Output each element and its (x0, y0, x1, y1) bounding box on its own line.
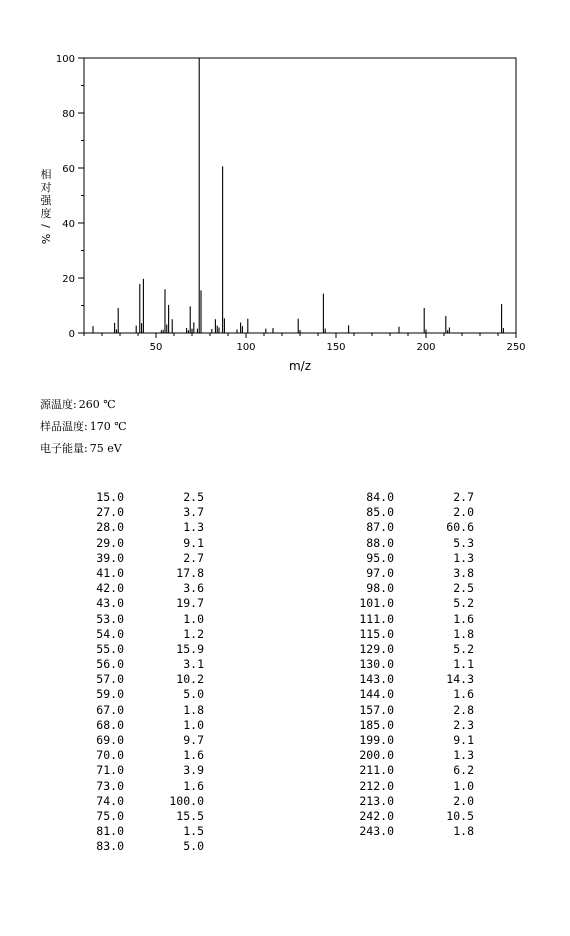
peak-mz: 81.0 (96, 824, 124, 839)
source-temperature-label: 源温度: (40, 398, 77, 411)
peak-row (68, 703, 204, 718)
peak-row (68, 779, 204, 794)
peak-intensity: 1.0 (183, 611, 204, 626)
peak-intensity: 5.2 (453, 641, 474, 656)
peak-row (68, 505, 204, 520)
peak-row (68, 794, 204, 809)
peak-mz: 200.0 (359, 748, 394, 763)
peak-mz: 74.0 (96, 793, 124, 808)
peak-intensity: 3.7 (183, 505, 204, 520)
peak-intensity: 2.3 (453, 717, 474, 732)
peak-row (338, 703, 474, 718)
peak-mz: 101.0 (359, 596, 394, 611)
peak-row (68, 490, 204, 505)
peak-intensity: 1.8 (453, 824, 474, 839)
y-axis-label (39, 167, 53, 244)
peak-mz: 41.0 (96, 565, 124, 580)
peak-row (68, 824, 204, 839)
peak-intensity: 3.1 (183, 657, 204, 672)
peak-row (338, 824, 474, 839)
peak-row (68, 809, 204, 824)
peak-mz: 157.0 (359, 702, 394, 717)
peak-intensity: 10.5 (446, 808, 474, 823)
peak-row (68, 657, 204, 672)
peak-intensity: 2.0 (453, 793, 474, 808)
x-tick-label: 100 (236, 342, 256, 353)
peak-intensity: 1.6 (183, 748, 204, 763)
source-temperature-value: 260 ℃ (78, 398, 116, 411)
peak-mz: 199.0 (359, 733, 394, 747)
y-axis-label-char: / (39, 224, 52, 228)
y-axis-label-char: 度 (40, 207, 52, 220)
peak-row (68, 672, 204, 687)
peak-mz: 42.0 (96, 581, 124, 596)
peak-row (338, 566, 474, 581)
peak-row (68, 718, 204, 733)
peak-row (338, 551, 474, 566)
peak-mz: 185.0 (359, 717, 394, 732)
mass-spectrum-chart (0, 0, 570, 380)
peak-intensity: 3.9 (183, 763, 204, 778)
peak-mz: 95.0 (366, 550, 394, 565)
peak-intensity: 2.5 (453, 581, 474, 596)
peak-intensity: 6.2 (453, 763, 474, 778)
peak-row (68, 748, 204, 763)
peak-intensity: 15.9 (176, 641, 204, 656)
y-tick-label: 0 (68, 329, 75, 340)
peak-intensity: 60.6 (446, 520, 474, 535)
peak-intensity: 2.7 (183, 550, 204, 565)
peak-intensity: 14.3 (446, 672, 474, 687)
peak-intensity: 1.8 (183, 702, 204, 717)
peak-mz: 39.0 (96, 550, 124, 565)
peak-intensity: 1.8 (453, 626, 474, 641)
peak-row (338, 612, 474, 627)
peak-intensity: 15.5 (176, 808, 204, 823)
peak-mz: 70.0 (96, 748, 124, 763)
peak-mz: 59.0 (96, 687, 124, 702)
peak-mz: 144.0 (359, 687, 394, 702)
electron-energy-value: 75 eV (89, 442, 122, 455)
peak-mz: 53.0 (96, 611, 124, 626)
peak-row (338, 779, 474, 794)
peak-mz: 83.0 (96, 839, 124, 854)
peak-intensity: 1.3 (453, 748, 474, 763)
peak-mz: 54.0 (96, 626, 124, 641)
peak-intensity: 9.1 (183, 535, 204, 550)
x-tick-label: 50 (149, 342, 163, 353)
peak-mz: 129.0 (359, 641, 394, 656)
peak-mz: 243.0 (359, 824, 394, 839)
peak-intensity: 2.5 (183, 490, 204, 504)
y-axis-label-char: % (39, 233, 52, 245)
peak-mz: 69.0 (96, 733, 124, 747)
peak-mz: 84.0 (366, 490, 394, 504)
peak-intensity: 1.6 (453, 687, 474, 702)
peak-intensity: 2.7 (453, 490, 474, 504)
peak-mz: 67.0 (96, 702, 124, 717)
peak-row (68, 596, 204, 611)
y-tick-label: 80 (62, 109, 75, 120)
peak-row (338, 581, 474, 596)
peak-row (68, 536, 204, 551)
peak-row (338, 596, 474, 611)
peak-row (68, 612, 204, 627)
peak-mz: 97.0 (366, 565, 394, 580)
peak-mz: 15.0 (96, 490, 124, 504)
peak-intensity: 5.0 (183, 839, 204, 854)
peak-row (68, 687, 204, 702)
peak-table-left (68, 490, 204, 855)
peak-intensity: 3.8 (453, 565, 474, 580)
peak-row (338, 733, 474, 748)
peak-row (338, 748, 474, 763)
peak-mz: 88.0 (366, 535, 394, 550)
sample-temperature-value: 170 ℃ (89, 420, 127, 433)
y-tick-label: 40 (62, 219, 75, 230)
peak-intensity: 2.8 (453, 702, 474, 717)
peak-intensity: 17.8 (176, 565, 204, 580)
peak-intensity: 5.2 (453, 596, 474, 611)
peak-intensity: 10.2 (176, 672, 204, 687)
y-axis-label-char: 强 (40, 194, 52, 207)
peak-mz: 56.0 (96, 657, 124, 672)
peak-mz: 71.0 (96, 763, 124, 778)
y-tick-label: 100 (55, 54, 75, 65)
peak-intensity: 100.0 (169, 793, 204, 808)
peak-row (68, 551, 204, 566)
peak-mz: 111.0 (359, 611, 394, 626)
peak-mz: 73.0 (96, 778, 124, 793)
peak-row (338, 657, 474, 672)
peak-row (338, 687, 474, 702)
peak-row (338, 520, 474, 535)
peak-intensity: 1.3 (453, 550, 474, 565)
peak-intensity: 9.1 (453, 733, 474, 747)
x-tick-label: 150 (326, 342, 346, 353)
peak-row (338, 627, 474, 642)
peak-intensity: 1.0 (183, 717, 204, 732)
peak-mz: 85.0 (366, 505, 394, 520)
x-tick-label: 250 (506, 342, 526, 353)
peak-row (338, 536, 474, 551)
peak-mz: 115.0 (359, 626, 394, 641)
y-axis-label-char: 对 (40, 181, 52, 194)
peak-mz: 57.0 (96, 672, 124, 687)
peak-mz: 212.0 (359, 778, 394, 793)
peak-row (68, 520, 204, 535)
peak-intensity: 1.6 (453, 611, 474, 626)
source-temperature (40, 396, 116, 412)
peak-row (68, 627, 204, 642)
electron-energy-label: 电子能量: (40, 442, 88, 455)
peak-mz: 75.0 (96, 808, 124, 823)
peak-intensity: 1.5 (183, 824, 204, 839)
peak-mz: 87.0 (366, 520, 394, 535)
peak-intensity: 2.0 (453, 505, 474, 520)
peak-mz: 55.0 (96, 641, 124, 656)
peak-row (68, 581, 204, 596)
peak-intensity: 1.1 (453, 657, 474, 672)
y-tick-label: 20 (62, 274, 75, 285)
peak-row (338, 763, 474, 778)
peak-mz: 143.0 (359, 672, 394, 687)
peak-mz: 213.0 (359, 793, 394, 808)
peak-row (338, 794, 474, 809)
peak-intensity: 9.7 (183, 733, 204, 747)
peak-mz: 28.0 (96, 520, 124, 535)
peak-table-right (338, 490, 474, 839)
y-tick-label: 60 (62, 164, 75, 175)
peak-intensity: 5.3 (453, 535, 474, 550)
y-axis-label-char: 相 (40, 168, 52, 181)
sample-temperature (40, 418, 127, 434)
plot-frame (84, 58, 516, 333)
peak-row (338, 672, 474, 687)
peak-row (338, 642, 474, 657)
peak-mz: 43.0 (96, 596, 124, 611)
peak-row (68, 839, 204, 854)
peak-intensity: 19.7 (176, 596, 204, 611)
peak-row (338, 505, 474, 520)
peak-row (68, 642, 204, 657)
peak-row (338, 809, 474, 824)
peak-intensity: 1.2 (183, 626, 204, 641)
peak-row (338, 490, 474, 505)
electron-energy (40, 440, 122, 456)
peak-mz: 242.0 (359, 808, 394, 823)
peak-intensity: 3.6 (183, 581, 204, 596)
peak-intensity: 1.0 (453, 778, 474, 793)
peak-mz: 27.0 (96, 505, 124, 520)
peak-row (338, 718, 474, 733)
sample-temperature-label: 样品温度: (40, 420, 88, 433)
peak-row (68, 763, 204, 778)
peak-row (68, 733, 204, 748)
peak-intensity: 5.0 (183, 687, 204, 702)
peak-mz: 29.0 (96, 535, 124, 550)
x-axis-label: m/z (288, 359, 312, 373)
peak-row (68, 566, 204, 581)
peak-mz: 68.0 (96, 717, 124, 732)
x-tick-label: 200 (416, 342, 436, 353)
peak-mz: 98.0 (366, 581, 394, 596)
peak-mz: 211.0 (359, 763, 394, 778)
peak-mz: 130.0 (359, 657, 394, 672)
peak-intensity: 1.6 (183, 778, 204, 793)
peak-intensity: 1.3 (183, 520, 204, 535)
